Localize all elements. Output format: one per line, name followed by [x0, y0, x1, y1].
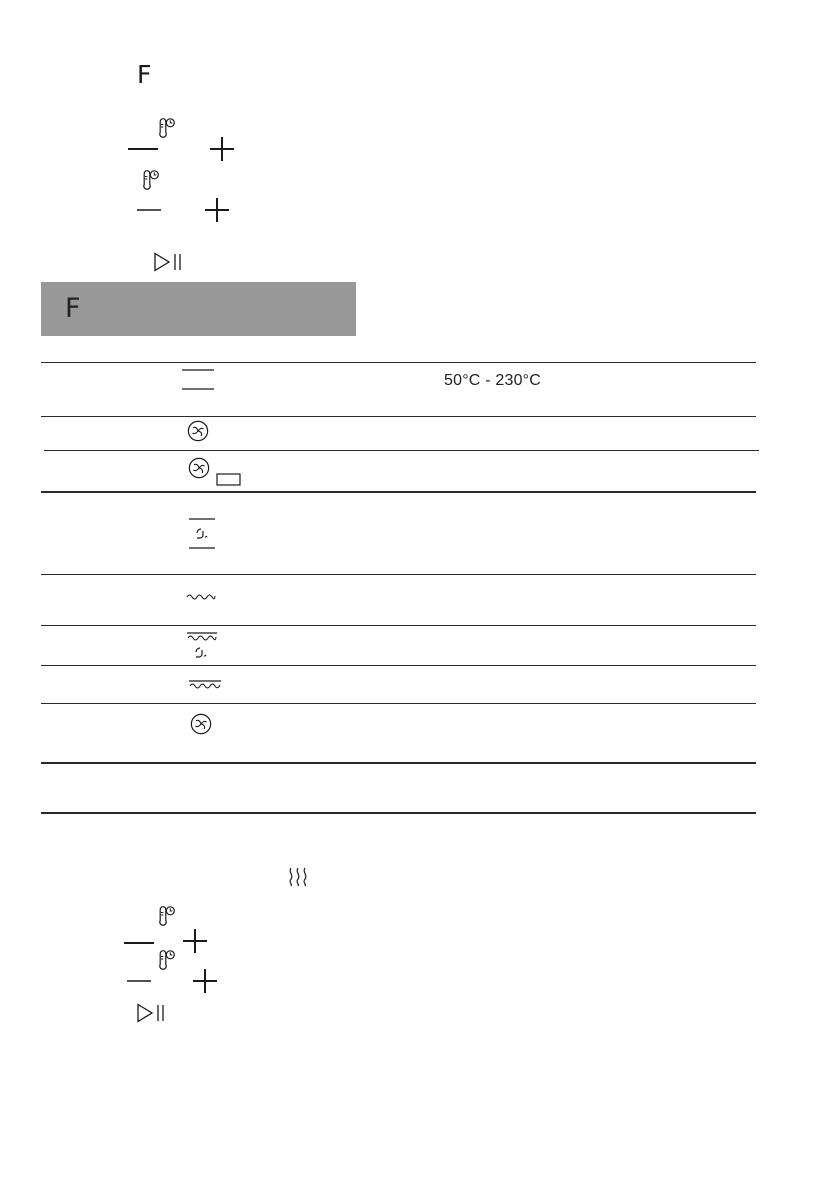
function-table-header	[41, 282, 356, 336]
table-rule	[41, 362, 756, 363]
play-pause-icon	[136, 1003, 166, 1023]
minus-icon	[124, 941, 154, 945]
plus-icon	[183, 929, 207, 953]
plus-icon	[210, 137, 234, 161]
steam-icon	[288, 867, 308, 887]
fan-icon	[187, 420, 209, 442]
double-grill-fan-icon	[187, 632, 217, 662]
table-rule	[41, 703, 756, 704]
table-rule	[41, 416, 756, 417]
double-grill-icon	[189, 680, 221, 690]
play-pause-icon	[153, 252, 183, 272]
table-rule	[41, 665, 756, 666]
minus-icon	[128, 147, 158, 151]
table-rule	[41, 491, 756, 493]
header-f-label: F	[65, 293, 81, 324]
table-rule	[41, 625, 756, 626]
table-rule	[44, 450, 759, 451]
table-rule	[41, 574, 756, 575]
minus-icon	[127, 979, 151, 983]
plus-icon	[193, 969, 217, 993]
fan-bottom-heat-icon	[188, 457, 246, 487]
ring-fan-top-bottom-icon	[187, 518, 217, 550]
plus-icon	[205, 198, 229, 222]
thermometer-timer-icon	[157, 950, 177, 974]
table-rule	[41, 812, 756, 814]
minus-icon	[137, 208, 161, 212]
thermometer-timer-icon	[141, 170, 161, 194]
thermometer-timer-icon	[157, 118, 177, 142]
top-bottom-heat-icon	[182, 369, 214, 391]
f-key-label: F	[137, 60, 152, 89]
grill-icon	[186, 592, 216, 602]
table-rule	[41, 762, 756, 764]
temperature-range: 50°C - 230°C	[444, 372, 542, 389]
thermometer-timer-icon	[157, 906, 177, 930]
fan-defrost-icon	[190, 713, 212, 735]
